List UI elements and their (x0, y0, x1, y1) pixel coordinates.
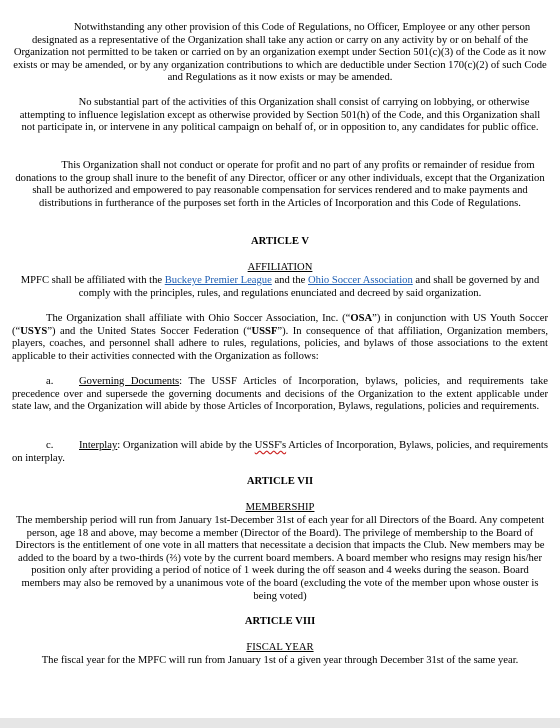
spellcheck-ussf: USSF's (254, 440, 287, 451)
affiliation-intro: MPFC shall be affiliated with the Buckeye Premier League and the Ohio Soccer Association and shall be governed by and comply with the principles, rules, and regulations enunciated and decreed by said organization. (20, 275, 540, 299)
paragraph-lobbying: No substantial part of the activities of this Organization shall consist of carrying on lobbying, or otherwise attempting to influence legislation except as otherwise provided by Section 501(h) of the Code, and this Organization shall not participate in, or intervene in any political campaign on behalf of, or in opposition to, any candidates for public office. (19, 97, 541, 134)
article-v-heading: ARTICLE V (250, 236, 309, 247)
article-viii-heading: ARTICLE VIII (244, 616, 316, 627)
affiliation-paragraph: The Organization shall affiliate with Ohio Soccer Association, Inc. (“OSA”) in conjunction with US Youth Soccer (“USYS”) and the United States Soccer Federation (“USSF”). In consequence of that affiliation, Organization members, players, coaches, and personnel shall adhere to rules, regulations, policies, and bylaws of those associations to the extent applicable to their activities connected with the Organization as follows: (12, 313, 548, 362)
article-vii-subheading: MEMBERSHIP (245, 502, 315, 513)
article-v-subheading: AFFILIATION (247, 262, 313, 273)
membership-paragraph: The membership period will run from January 1st-December 31st of each year for all Directors of the Board. Any competent person, age 18 and above, may become a member (Director of the Board). The privilege of membership to the Board of Directors is the entitlement of one vote in all matters that necessitate a decision that impacts the Club. New members may be added to the board by a two-thirds (⅔) vote by the current board members. A board member who resigns may resign his/her position only after providing a period of notice of 1 week during the off season and 4 weeks during the season. Board members may also be removed by a unanimous vote of the board (excluding the vote of the member upon whose ouster is being voted) (15, 515, 545, 602)
page-bottom-bar (0, 718, 560, 728)
ohio-soccer-association-link[interactable]: Ohio Soccer Association (308, 275, 413, 286)
fiscal-year-paragraph: The fiscal year for the MPFC will run from January 1st of a given year through December 31st of the same year. (41, 655, 519, 666)
item-governing-documents: a. Governing Documents: The USSF Articles of Incorporation, bylaws, policies, and requirements take precedence over and supersede the governing documents and decisions of the Organization to the extent applicable under state law, and the Organization will abide by those Articles of Incorporation, Bylaws, regulations, policies and requirements. (12, 376, 548, 413)
article-vii-heading: ARTICLE VII (246, 476, 314, 487)
item-interplay: c. Interplay: Organization will abide by the USSF's Articles of Incorporation, Bylaws, policies, and requirements on interplay. (12, 440, 549, 464)
buckeye-premier-league-link[interactable]: Buckeye Premier League (164, 275, 272, 286)
paragraph-nonprofit: This Organization shall not conduct or operate for profit and no part of any profits or remainder of residue from donations to the group shall inure to the benefit of any Director, officer or any other individuals, except that the Organization shall be authorized and empowered to pay reasonable compensation for services rendered and to make payments and distributions in furtherance of the purposes set forth in the Articles of Incorporation and this Code of Regulations. (15, 160, 545, 209)
paragraph-tax-exempt: Notwithstanding any other provision of this Code of Regulations, no Officer, Employee or any other person designated as a representative of the Organization shall take any action or carry on any activity by or on behalf of the Organization not permitted to be taken or carried on by an organization exempt under Section 501(c)(3) of the Code as it now exists or may be amended, or by any organization contributions to which are deductible under Section 170(c)(2) of such Code and Regulations as it now exists or may be amended. (13, 22, 547, 84)
article-viii-subheading: FISCAL YEAR (246, 642, 314, 653)
